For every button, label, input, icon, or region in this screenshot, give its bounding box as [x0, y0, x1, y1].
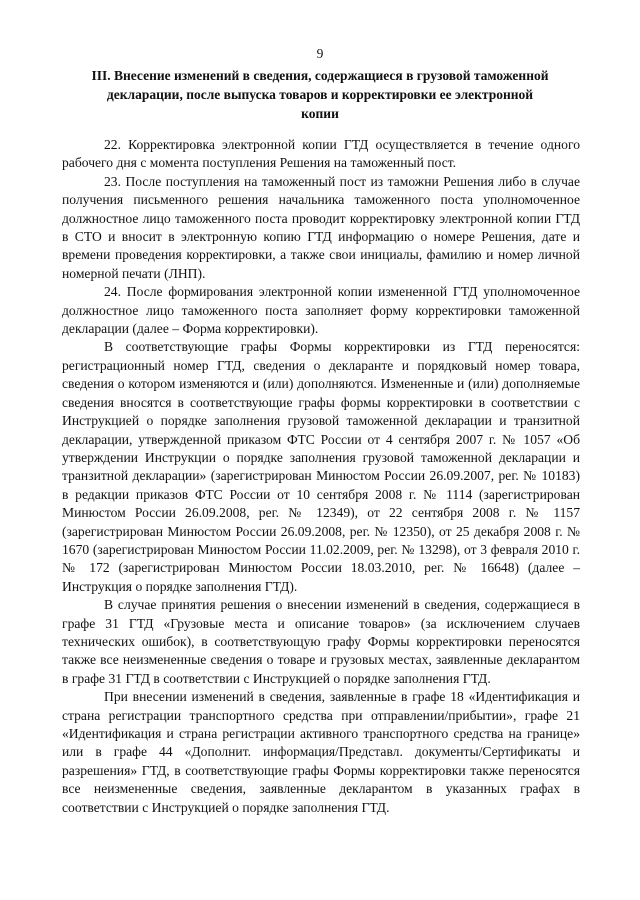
paragraph-22: 22. Корректировка электронной копии ГТД осуществляется в течение одного рабочего дня с момента поступления Решения на таможенный пост.	[62, 137, 580, 171]
paragraph-24: 24. После формирования электронной копии измененной ГТД уполномоченное должностное лицо таможенного поста заполняет форму корректировки таможенной декларации (далее – Форма корректировки).	[62, 284, 580, 337]
body-text	[62, 136, 580, 817]
paragraph-23: 23. После поступления на таможенный пост из таможни Решения либо в случае получения письменного решения начальника таможенного поста уполномоченное должностное лицо таможенного поста проводит корректировку электронной копии ГТД в СТО и вносит в электронную копию ГТД информацию о номере Решения, дате и времени проведения корректировки, а также свои инициалы, фамилию и номер личной номерной печати (ЛНП).	[62, 173, 580, 281]
paragraph-form-fields: В соответствующие графы Формы корректировки из ГТД переносятся: регистрационный номер ГТД, сведения о декларанте и порядковый номер товара, сведения о котором изменяются и (или) дополняются. Измененные и (или) дополняемые сведения вносятся в соответствующие графы формы корректировки в соответствии с Инструкцией о порядке заполнения грузовой таможенной декларации и транзитной декларации, утвержденной приказом ФТС России от 4 сентября 2007 г. № 1057 «Об утверждении Инструкции о порядке заполнения грузовой таможенной декларации и транзитной декларации» (зарегистрирован Минюстом России 26.09.2007, рег. № 10183) в редакции приказов ФТС России от 10 сентября 2008 г. № 1114 (зарегистрирован Минюстом России 26.09.2008, рег. № 12349), от 22 сентября 2008 г. № 1157 (зарегистрирован Минюстом России 26.09.2008, рег. № 12350), от 25 декабря 2008 г. № 1670 (зарегистрирован Минюстом России 11.02.2009, рег. № 13298), от 3 февраля 2010 г. № 172 (зарегистрирован Минюстом России 18.03.2010, рег. № 16648) (далее – Инструкция о порядке заполнения ГТД).	[62, 339, 580, 594]
paragraph-box-31: В случае принятия решения о внесении изменений в сведения, содержащиеся в графе 31 ГТД «Грузовые места и описание товаров» (за исключением случаев технических ошибок), в соответствующую графу Формы корректировки переносятся также все неизмененные сведения о товаре и грузовых местах, заявленные декларантом в графе 31 ГТД в соответствии с Инструкцией о порядке заполнения ГТД.	[62, 597, 580, 686]
paragraph-boxes-18-21-44: При внесении изменений в сведения, заявленные в графе 18 «Идентификация и страна регистрации транспортного средства при отправлении/прибытии», графе 21 «Идентификация и страна регистрации активного транспортного средства на границе» или в графе 44 «Дополнит. информация/Представл. документы/Сертификаты и разрешения» ГТД, в соответствующие графы Формы корректировки также переносятся все неизмененные сведения, заявленные декларантом в указанных графах в соответствии с Инструкцией о порядке заполнения ГТД.	[62, 689, 580, 815]
page-number: 9	[316, 46, 324, 61]
section-heading: III. Внесение изменений в сведения, содержащиеся в грузовой таможенной декларации, после выпуска товаров и корректировки ее электронной копии	[91, 68, 549, 121]
